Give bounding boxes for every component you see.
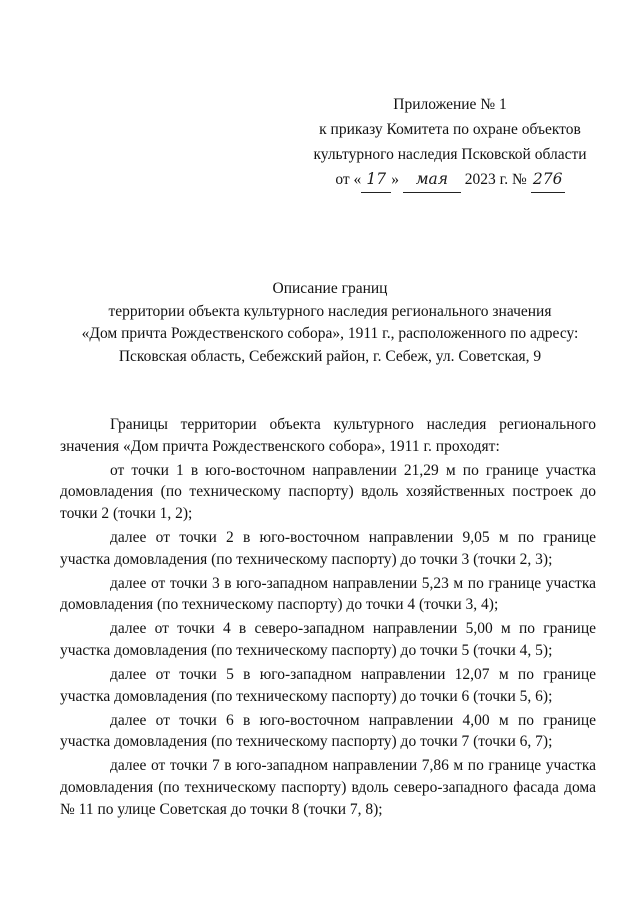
title-line-3: «Дом причта Рождественского собора», 1911 г., расположенного по адресу:	[81, 325, 579, 342]
appendix-number: Приложение № 1	[393, 96, 507, 113]
paragraph-segment-3-4: далее от точки 3 в юго-западном направлении 5,23 м по границе участка домовладения (по техническому паспорту) до точки 4 (точки 3, 4);	[60, 574, 596, 614]
paragraph-segment-7-8: далее от точки 7 в юго-западном направлении 7,86 м по границе участка домовладения (по техническому паспорту) вдоль северо-западного фасада дома № 11 по улице Советская до точки 8 (точки 7, 8);	[60, 757, 596, 818]
date-prefix: от «	[335, 171, 362, 188]
document-title	[60, 278, 600, 368]
appendix-header	[300, 92, 600, 193]
committee-name: культурного наследия Псковской области	[313, 146, 587, 163]
title-line-1: Описание границ	[272, 280, 388, 297]
handwritten-day: 17	[361, 167, 391, 193]
paragraph-segment-5-6: далее от точки 5 в юго-западном направлении 12,07 м по границе участка домовладения (по техническому паспорту) до точки 6 (точки 5, 6);	[60, 666, 596, 705]
paragraph-segment-6-7: далее от точки 6 в юго-восточном направлении 4,00 м по границе участка домовладения (по техническому паспорту) до точки 7 (точки 6, 7);	[60, 711, 596, 751]
quote-close: »	[391, 171, 400, 188]
title-line-4: Псковская область, Себежский район, г. Себеж, ул. Советская, 9	[118, 347, 542, 365]
year-and-number-label: 2023 г. №	[464, 171, 527, 188]
order-reference: к приказу Комитета по охране объектов	[319, 121, 581, 138]
title-line-2: территории объекта культурного наследия регионального значения	[108, 302, 552, 320]
order-date-line	[300, 167, 600, 193]
paragraph-segment-4-5: далее от точки 4 в северо-западном направлении 5,00 м по границе участка домовладения (по техническому паспорту) до точки 5 (точки 4, 5);	[60, 620, 596, 659]
paragraph-intro: Границы территории объекта культурного наследия регионального значения «Дом причта Рождественского собора», 1911 г. проходят:	[60, 416, 596, 455]
paragraph-segment-2-3: далее от точки 2 в юго-восточном направлении 9,05 м по границе участка домовладения (по техническому паспорту) до точки 3 (точки 2, 3);	[60, 528, 596, 568]
handwritten-month: мая	[403, 167, 461, 193]
paragraph-segment-1-2: от точки 1 в юго-восточном направлении 21,29 м по границе участка домовладения (по техническому паспорту) вдоль хозяйственных построек до точки 2 (точки 1, 2);	[60, 461, 596, 522]
boundary-description	[60, 414, 596, 823]
handwritten-order-number: 276	[531, 167, 565, 193]
